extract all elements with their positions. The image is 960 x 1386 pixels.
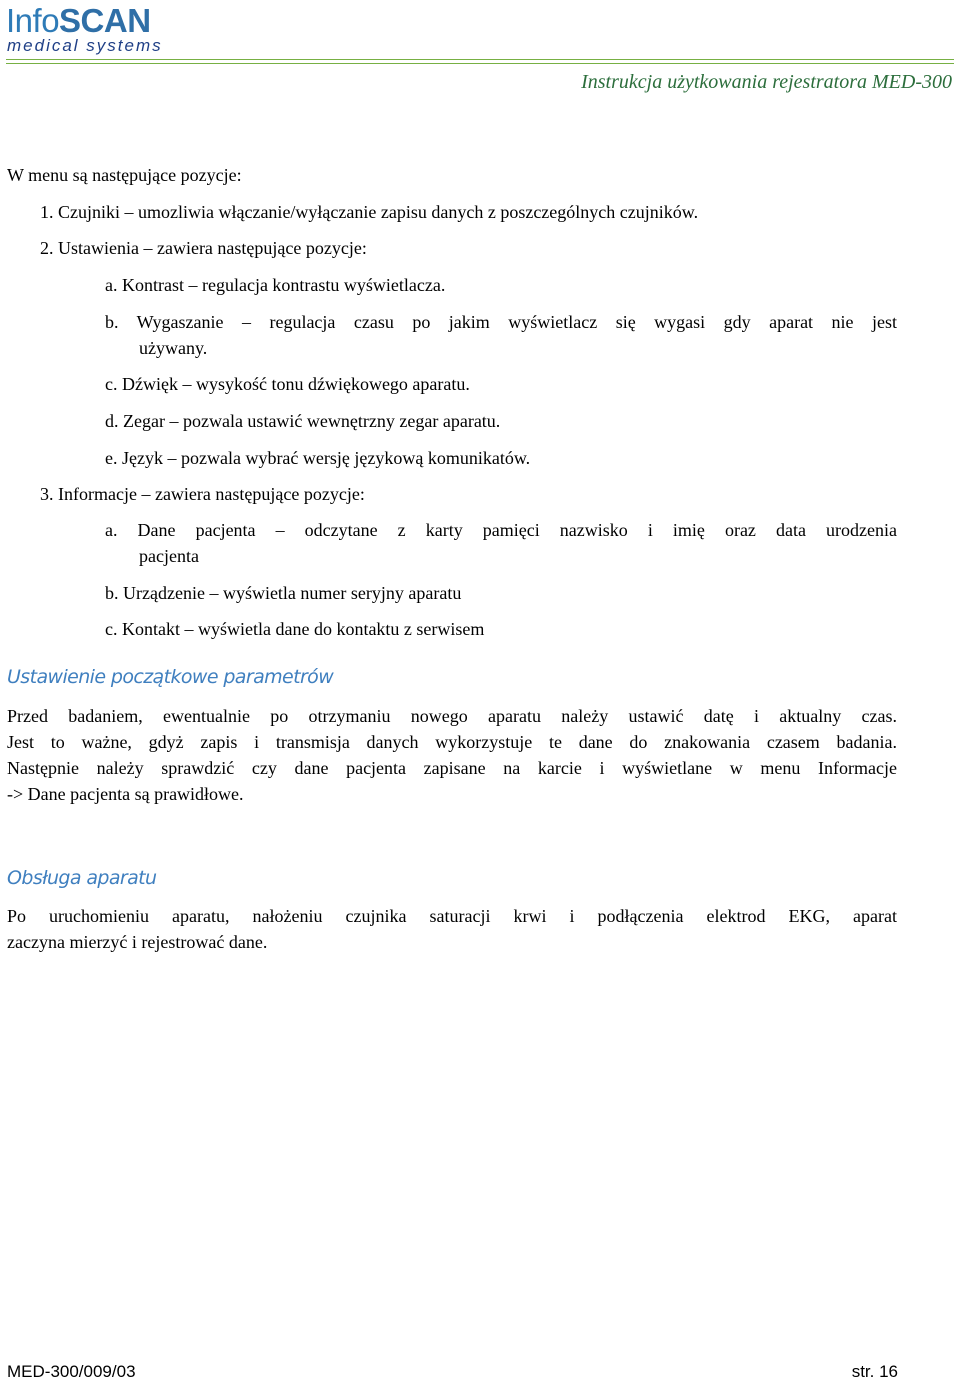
paragraph-line: Przed badaniem, ewentualnie po otrzymaniu nowego aparatu należy ustawić datę i aktualny czas. — [7, 706, 897, 726]
submenu-item-zegar: d. Zegar – pozwala ustawić wewnętrzny zegar aparatu. — [105, 411, 501, 431]
logo-wordmark — [6, 4, 163, 38]
header-rule-thin — [6, 63, 954, 64]
submenu-item-kontakt: c. Kontakt – wyświetla dane do kontaktu z serwisem — [105, 619, 485, 639]
logo-scan-text: SCAN — [59, 2, 151, 39]
header-rule — [6, 59, 954, 60]
footer-document-code: MED-300/009/03 — [7, 1362, 136, 1381]
logo-info-text: Info — [6, 2, 60, 39]
footer-page-number: str. 16 — [851, 1362, 898, 1381]
paragraph-line: zaczyna mierzyć i rejestrować dane. — [7, 932, 268, 952]
submenu-item-wygaszanie-cont: używany. — [139, 338, 208, 358]
submenu-item-dzwiek: c. Dźwięk – wysykość tonu dźwiękowego aparatu. — [105, 374, 470, 394]
paragraph-line: Jest to ważne, gdyż zapis i transmisja danych wykorzystuje te dane do znakowania czasem badania. — [7, 732, 897, 752]
logo-tagline: medical systems — [7, 36, 163, 55]
paragraph-line: -> Dane pacjenta są prawidłowe. — [7, 784, 244, 804]
menu-item-informacje: 3. Informacje – zawiera następujące pozycje: — [40, 484, 365, 504]
menu-intro: W menu są następujące pozycje: — [7, 165, 242, 185]
section-heading-obsluga: Obsługa aparatu — [7, 867, 157, 889]
section-paragraph-obsluga — [7, 903, 897, 955]
section-paragraph-ustawienie — [7, 703, 897, 807]
submenu-item-urzadzenie: b. Urządzenie – wyświetla numer seryjny aparatu — [105, 583, 462, 603]
document-title: Instrukcja użytkowania rejestratora MED-300 — [581, 71, 952, 93]
section-heading-ustawienie: Ustawienie początkowe parametrów — [7, 666, 334, 688]
submenu-item-dane-pacjenta-cont: pacjenta — [139, 546, 199, 566]
submenu-item-wygaszanie: b. Wygaszanie – regulacja czasu po jakim wyświetlacz się wygasi gdy aparat nie jest — [105, 312, 897, 332]
menu-item-ustawienia: 2. Ustawienia – zawiera następujące pozycje: — [40, 238, 367, 258]
submenu-item-dane-pacjenta: a. Dane pacjenta – odczytane z karty pamięci nazwisko i imię oraz data urodzenia — [105, 520, 897, 540]
infoscan-logo — [6, 4, 163, 54]
paragraph-line: Następnie należy sprawdzić czy dane pacjenta zapisane na karcie i wyświetlane w menu Informacje — [7, 758, 897, 778]
submenu-item-jezyk: e. Język – pozwala wybrać wersję językową komunikatów. — [105, 448, 531, 468]
paragraph-line: Po uruchomieniu aparatu, nałożeniu czujnika saturacji krwi i podłączenia elektrod EKG, aparat — [7, 906, 897, 926]
menu-item-czujniki: 1. Czujniki – umozliwia włączanie/wyłączanie zapisu danych z poszczególnych czujników. — [40, 202, 699, 222]
submenu-item-kontrast: a. Kontrast – regulacja kontrastu wyświetlacza. — [105, 275, 446, 295]
